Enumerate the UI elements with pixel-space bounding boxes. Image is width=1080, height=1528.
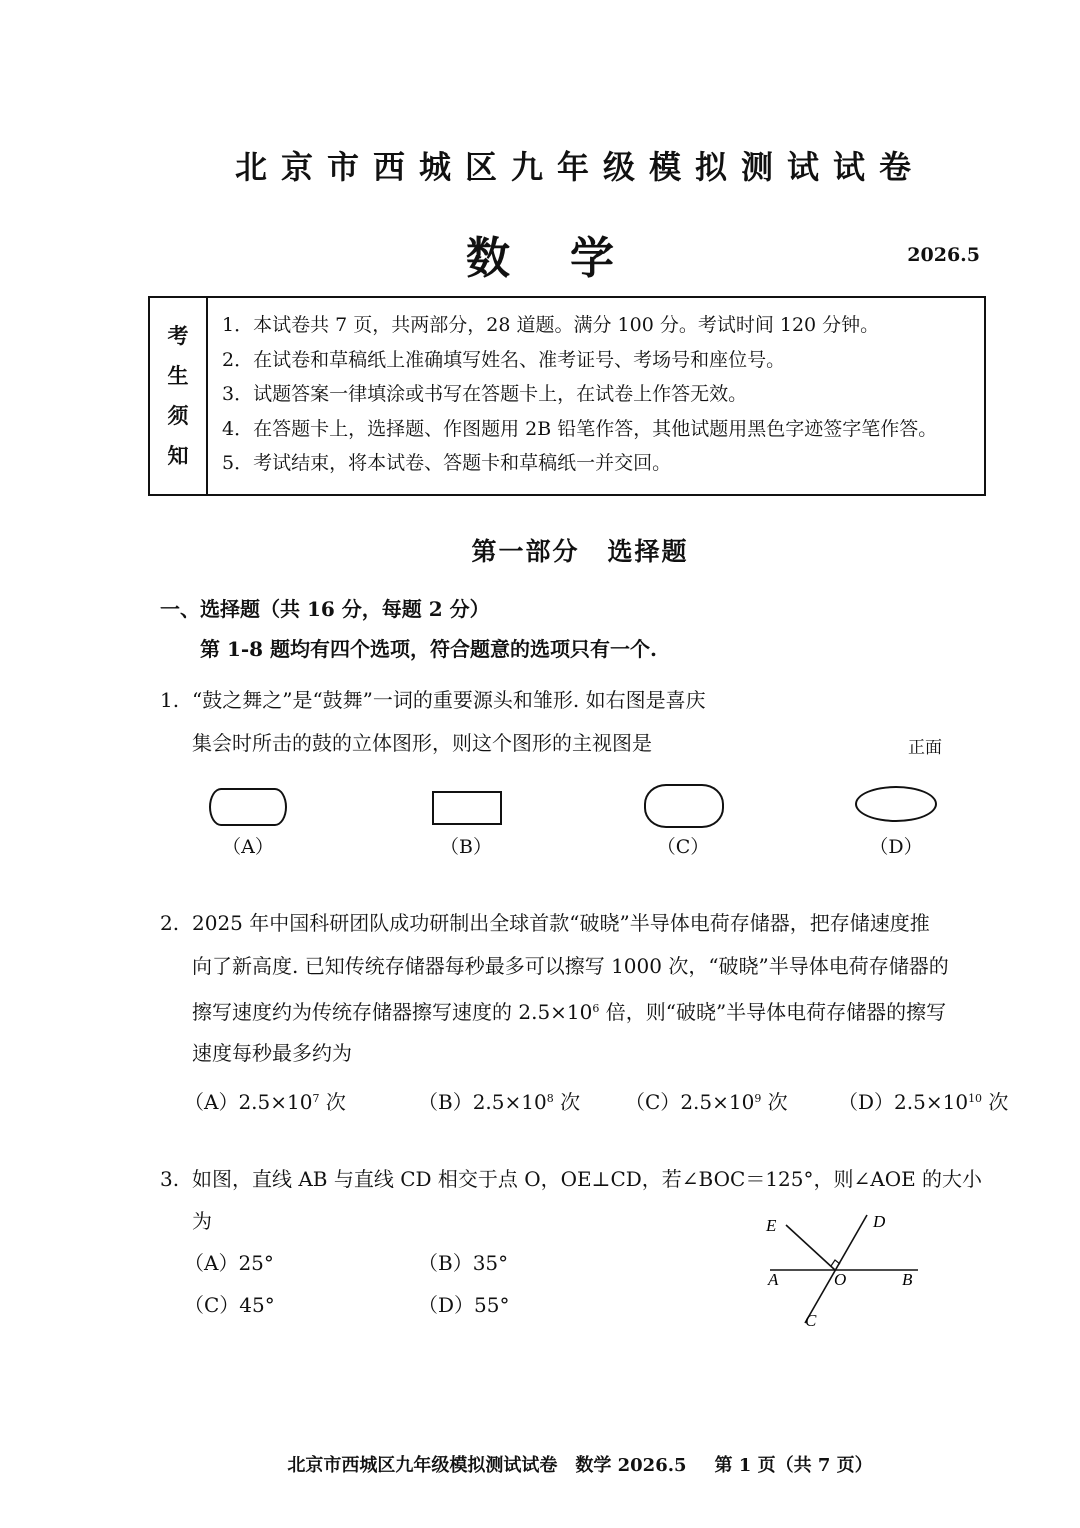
notice-item: 1．本试卷共 7 页，共两部分，28 道题。满分 100 分。考试时间 120 分钟。 [222,314,880,336]
option-label: （C） [625,1090,681,1114]
part-subtitle: 选择题 [607,537,689,566]
q2-text-line1: 2025 年中国科研团队成功研制出全球首款“破晓”半导体电荷存储器，把存储速度推 [192,911,930,935]
notice-heading-char: 知 [167,443,189,468]
q1-text-line1: “鼓之舞之”是“鼓舞”一词的重要源头和雏形. 如右图是喜庆 [192,688,706,712]
q2-option-b [418,1086,580,1115]
q2-option-a [184,1086,346,1115]
option-b-rect-shape [432,791,502,825]
q3-option-d: （D）55° [418,1293,510,1317]
notice-heading-char: 生 [167,363,189,388]
option-exponent: 8 [546,1092,554,1105]
q1-number: 1. [160,688,180,712]
notice-item: 2．在试卷和草稿纸上准确填写姓名、准考证号、考场号和座位号。 [222,348,786,371]
notice-item: 3．试题答案一律填涂或书写在答题卡上，在试卷上作答无效。 [222,383,748,405]
notice-heading [150,298,208,494]
point-c-label: C [805,1311,817,1330]
q2-option-c [625,1086,788,1115]
option-label: （B） [418,1090,473,1114]
line-cd [805,1215,867,1323]
part-title [0,532,1080,568]
q3-option-c: （C）45° [184,1293,275,1317]
option-base: 2.5×10 [680,1090,755,1114]
q1-option-c-label: （C） [656,836,710,858]
option-c-barrel-shape [644,784,724,828]
notice-list [208,298,937,494]
option-label: （D） [838,1090,895,1114]
option-unit: 次 [553,1090,581,1114]
q1-option-d-label: （D） [869,836,923,858]
exam-title: 北京市西城区九年级模拟测试试卷 [234,148,925,186]
option-exponent: 10 [968,1092,983,1105]
q1-figure-label: 正面 [908,738,942,758]
option-d-ellipse-shape [855,786,937,822]
q2-text-line4: 速度每秒最多约为 [192,1041,352,1065]
section-instruction: 第 1-8 题均有四个选项，符合题意的选项只有一个. [200,637,658,661]
option-base: 2.5×10 [238,1090,313,1114]
q1-option-a-label: （A） [222,836,274,858]
notice-heading-char: 考 [167,323,189,348]
q3-geometry-figure [750,1205,930,1335]
q1-text-line2: 集会时所击的鼓的立体图形，则这个图形的主视图是 [192,731,652,755]
q3-text-line2: 为 [192,1209,212,1233]
notice-heading-char: 须 [167,403,189,428]
q2-line3-exponent: 6 [592,1002,600,1015]
option-base: 2.5×10 [894,1090,969,1114]
point-d-label: D [873,1212,886,1231]
notice-item: 5．考试结束，将本试卷、答题卡和草稿纸一并交回。 [222,452,672,474]
notice-box [148,296,986,496]
point-a-label: A [768,1270,779,1289]
option-base: 2.5×10 [472,1090,547,1114]
option-exponent: 9 [754,1092,762,1105]
ray-oe [786,1225,835,1270]
q2-line3-part2: 倍，则“破晓”半导体电荷存储器的擦写 [599,1000,947,1024]
q2-number: 2. [160,911,180,935]
point-o-label: O [834,1270,847,1289]
option-unit: 次 [982,1090,1009,1114]
q3-text-line1: 如图，直线 AB 与直线 CD 相交于点 O，OE⊥CD，若∠BOC＝125°，则∠AOE 的大小 [192,1167,983,1191]
option-label: （A） [184,1090,239,1114]
q3-option-a: （A）25° [184,1251,274,1275]
part-name: 第一部分 [471,537,580,566]
option-unit: 次 [761,1090,788,1114]
q3-option-b: （B）35° [418,1251,509,1275]
q3-number: 3. [160,1167,180,1191]
q1-option-b-label: （B） [440,836,492,858]
option-a-rounded-rect-shape [209,788,287,826]
q2-line3-part1: 擦写速度约为传统存储器擦写速度的 2.5×10 [192,1000,593,1024]
point-b-label: B [902,1270,913,1289]
subject-title: 数学 [466,233,674,284]
point-e-label: E [766,1216,777,1235]
section-heading: 一、选择题（共 16 分，每题 2 分） [160,597,490,621]
option-exponent: 7 [312,1092,320,1105]
footer-page-number: 第 1 页（共 7 页） [714,1455,873,1476]
page-footer [0,1451,1080,1477]
option-unit: 次 [319,1090,346,1114]
q2-text-line3 [192,996,946,1025]
notice-item: 4．在答题卡上，选择题、作图题用 2B 铅笔作答，其他试题用黑色字迹签字笔作答。 [222,417,938,440]
exam-date: 2026.5 [907,244,980,266]
footer-title: 北京市西城区九年级模拟测试试卷 数学 2026.5 [287,1455,687,1476]
q2-text-line2: 向了新高度. 已知传统存储器每秒最多可以擦写 1000 次，“破晓”半导体电荷存储器的 [192,954,949,978]
q2-option-d [838,1086,1008,1115]
